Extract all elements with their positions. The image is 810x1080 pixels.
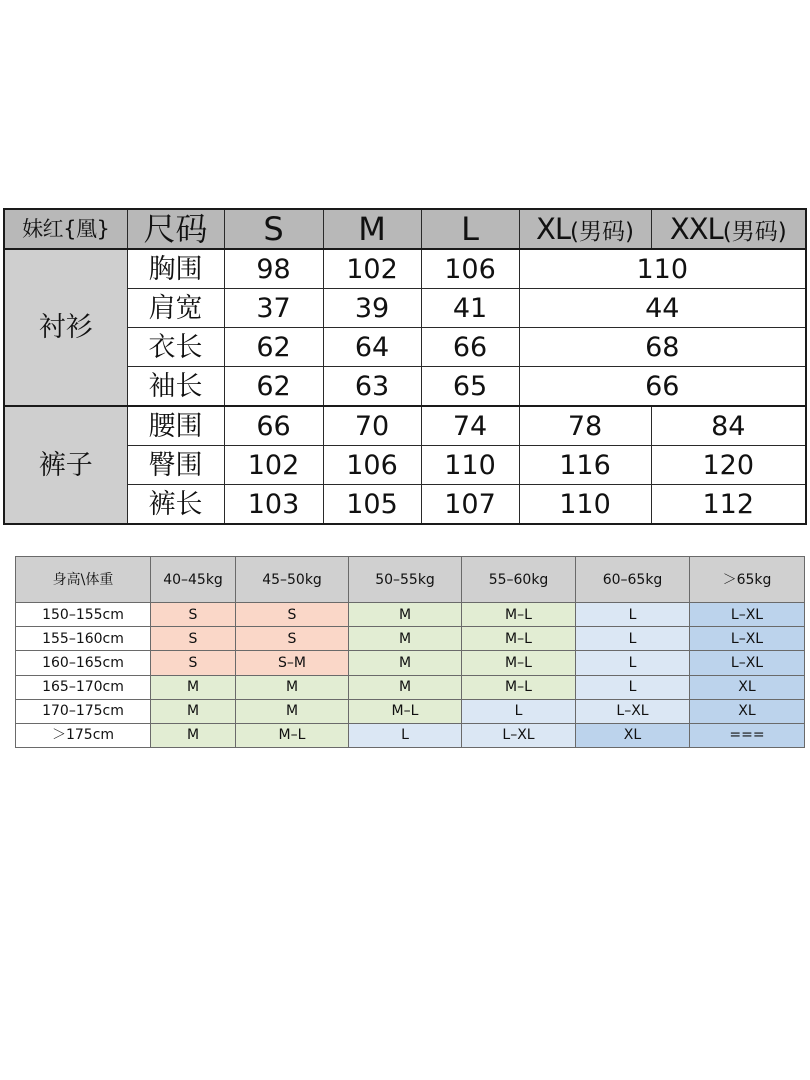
- height-label: 150–155cm: [16, 603, 151, 627]
- size-cell: L–XL: [576, 699, 690, 723]
- value-cell: 70: [323, 406, 421, 446]
- value-cell: 66: [421, 328, 519, 367]
- rec-corner-label: 身高\体重: [16, 557, 151, 603]
- table-row: [16, 723, 805, 747]
- size-cell: L: [576, 675, 690, 699]
- size-header-s: S: [224, 209, 323, 249]
- size-chart-header-row: [4, 209, 806, 249]
- size-cell: L–XL: [462, 723, 576, 747]
- value-cell: 110: [519, 485, 651, 525]
- value-cell-merged: 110: [519, 249, 806, 289]
- table-row: [16, 651, 805, 675]
- size-header-xl: [519, 209, 651, 249]
- size-cell: M–L: [236, 723, 349, 747]
- size-cell: XL: [576, 723, 690, 747]
- table-row: [16, 699, 805, 723]
- value-cell: 78: [519, 406, 651, 446]
- value-cell: 103: [224, 485, 323, 525]
- size-cell: M–L: [462, 603, 576, 627]
- table-row: [16, 627, 805, 651]
- table-row: [4, 249, 806, 289]
- size-cell: L–XL: [690, 651, 805, 675]
- size-cell: XL: [690, 699, 805, 723]
- measure-label: 腰围: [127, 406, 224, 446]
- value-cell: 37: [224, 289, 323, 328]
- weight-header: 40–45kg: [151, 557, 236, 603]
- height-weight-size-table: [15, 556, 805, 748]
- height-label: 165–170cm: [16, 675, 151, 699]
- value-cell: 106: [323, 446, 421, 485]
- height-label: 160–165cm: [16, 651, 151, 675]
- measure-label: 衣长: [127, 328, 224, 367]
- size-cell: L: [576, 603, 690, 627]
- value-cell: 41: [421, 289, 519, 328]
- size-cell: M: [236, 699, 349, 723]
- size-cell: M: [151, 699, 236, 723]
- brand-label: 妹红{凰}: [4, 209, 127, 249]
- size-cell: M–L: [462, 651, 576, 675]
- value-cell: 112: [651, 485, 806, 525]
- size-xxl-label: XXL: [669, 211, 723, 246]
- value-cell: 64: [323, 328, 421, 367]
- value-cell: 105: [323, 485, 421, 525]
- size-cell: M–L: [462, 675, 576, 699]
- weight-header: 60–65kg: [576, 557, 690, 603]
- size-cell: ===: [690, 723, 805, 747]
- value-cell-merged: 66: [519, 367, 806, 407]
- value-cell-merged: 44: [519, 289, 806, 328]
- group-label-pants: 裤子: [4, 406, 127, 524]
- size-cell: L: [576, 651, 690, 675]
- size-cell: S: [236, 627, 349, 651]
- value-cell: 74: [421, 406, 519, 446]
- size-cell: L: [349, 723, 462, 747]
- group-label-shirt: 衬衫: [4, 249, 127, 406]
- size-cell: L–XL: [690, 627, 805, 651]
- table-row: [4, 406, 806, 446]
- size-header-l: L: [421, 209, 519, 249]
- weight-header: 50–55kg: [349, 557, 462, 603]
- size-cell: S: [151, 651, 236, 675]
- value-cell: 107: [421, 485, 519, 525]
- value-cell: 110: [421, 446, 519, 485]
- value-cell: 102: [323, 249, 421, 289]
- height-label: 155–160cm: [16, 627, 151, 651]
- measure-label: 胸围: [127, 249, 224, 289]
- size-cell: S: [151, 627, 236, 651]
- size-cell: L–XL: [690, 603, 805, 627]
- value-cell: 98: [224, 249, 323, 289]
- size-header-m: M: [323, 209, 421, 249]
- rec-header-row: [16, 557, 805, 603]
- size-xl-label: XL: [536, 211, 571, 246]
- size-cell: M: [349, 675, 462, 699]
- size-cell: M–L: [349, 699, 462, 723]
- size-xl-note: (男码): [570, 218, 634, 245]
- size-header-label: 尺码: [127, 209, 224, 249]
- height-label: 170–175cm: [16, 699, 151, 723]
- size-cell: S–M: [236, 651, 349, 675]
- weight-header: ＞65kg: [690, 557, 805, 603]
- weight-header: 55–60kg: [462, 557, 576, 603]
- value-cell: 62: [224, 328, 323, 367]
- value-cell: 102: [224, 446, 323, 485]
- size-cell: XL: [690, 675, 805, 699]
- height-label: ＞175cm: [16, 723, 151, 747]
- value-cell: 106: [421, 249, 519, 289]
- size-cell: M: [151, 723, 236, 747]
- measure-label: 袖长: [127, 367, 224, 407]
- size-cell: M: [236, 675, 349, 699]
- value-cell: 63: [323, 367, 421, 407]
- size-cell: M: [349, 603, 462, 627]
- measure-label: 臀围: [127, 446, 224, 485]
- weight-header: 45–50kg: [236, 557, 349, 603]
- table-row: [16, 603, 805, 627]
- measure-label: 肩宽: [127, 289, 224, 328]
- size-header-xxl: [651, 209, 806, 249]
- size-cell: S: [236, 603, 349, 627]
- size-xxl-note: (男码): [722, 218, 787, 245]
- size-cell: M: [349, 651, 462, 675]
- size-cell: M: [151, 675, 236, 699]
- size-cell: M: [349, 627, 462, 651]
- size-cell: L: [576, 627, 690, 651]
- value-cell-merged: 68: [519, 328, 806, 367]
- size-cell: M–L: [462, 627, 576, 651]
- measure-label: 裤长: [127, 485, 224, 525]
- table-row: [16, 675, 805, 699]
- value-cell: 62: [224, 367, 323, 407]
- value-cell: 39: [323, 289, 421, 328]
- value-cell: 120: [651, 446, 806, 485]
- value-cell: 65: [421, 367, 519, 407]
- value-cell: 66: [224, 406, 323, 446]
- value-cell: 84: [651, 406, 806, 446]
- size-cell: S: [151, 603, 236, 627]
- size-chart-table: [3, 208, 807, 525]
- size-cell: L: [462, 699, 576, 723]
- value-cell: 116: [519, 446, 651, 485]
